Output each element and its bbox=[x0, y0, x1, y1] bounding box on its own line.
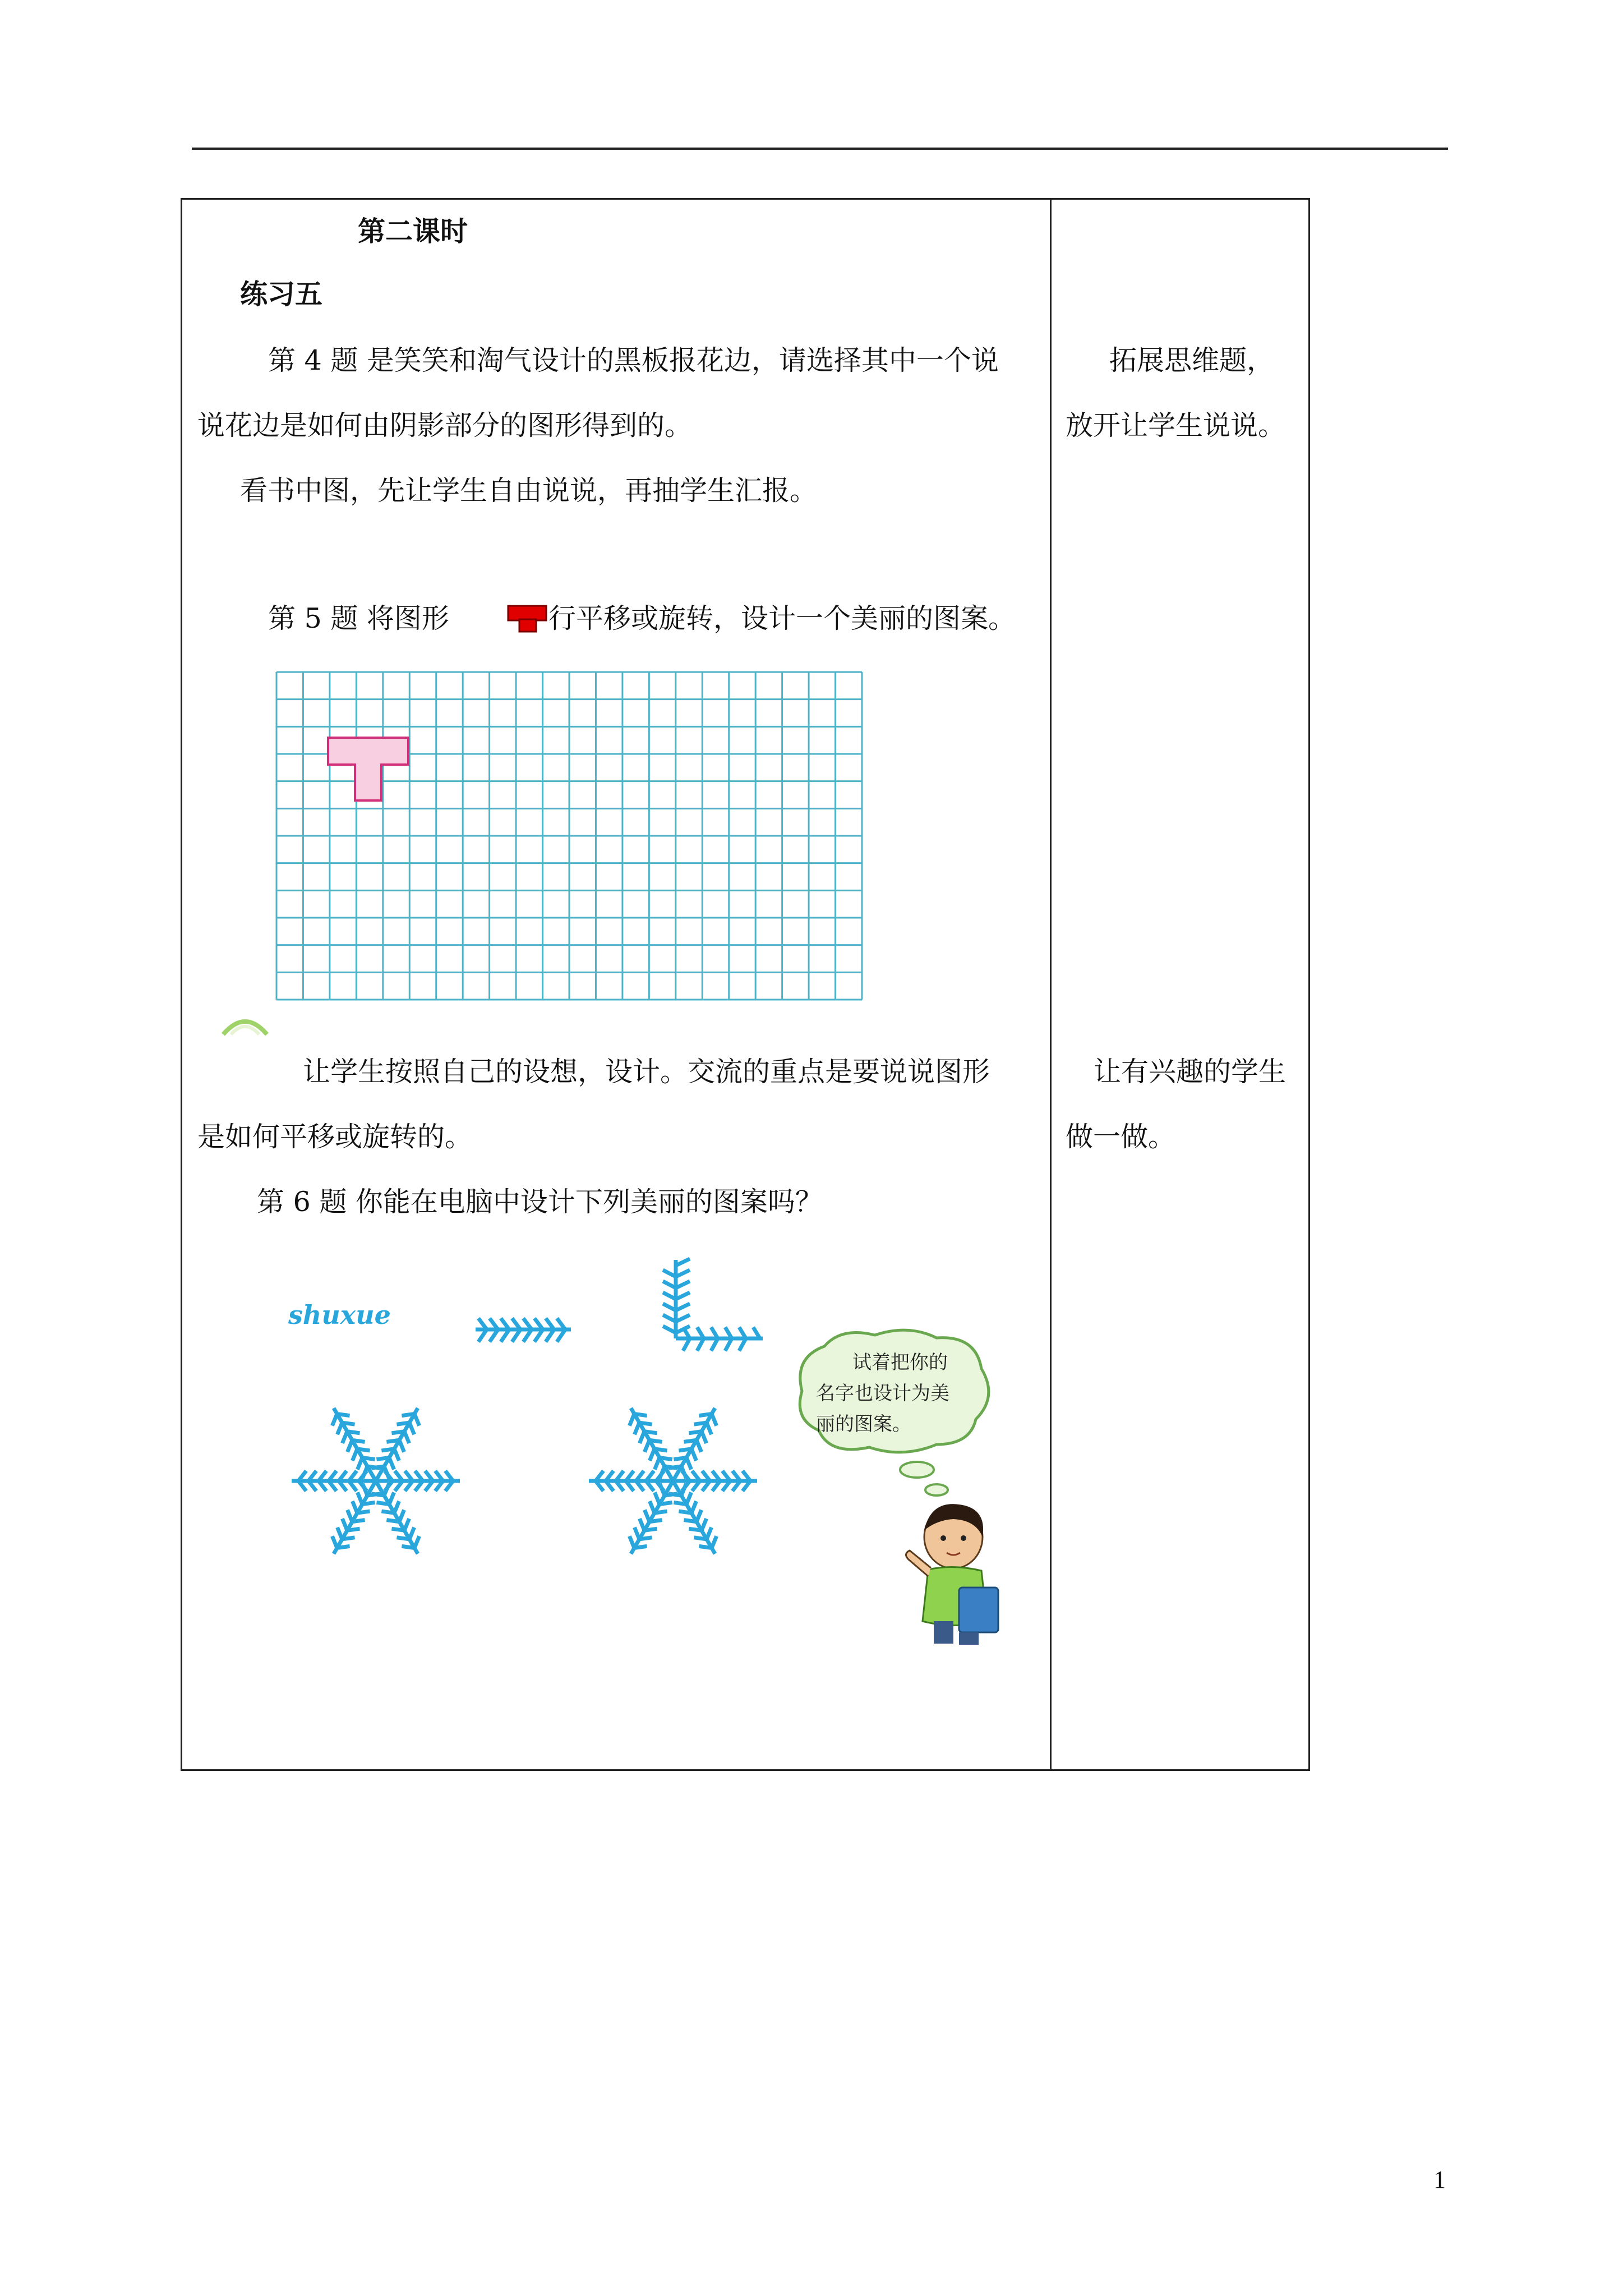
lesson-title: 第二课时 bbox=[358, 215, 468, 247]
q5-prompt-suffix: 行平移或旋转，设计一个美丽的图案。 bbox=[548, 602, 1016, 634]
square-grid bbox=[275, 670, 864, 1001]
header-rule bbox=[192, 148, 1448, 150]
section-title: 练习五 bbox=[240, 278, 323, 310]
q4-line2: 说花边是如何由阴影部分的图形得到的。 bbox=[197, 409, 693, 441]
bubble-line1: 试着把你的 bbox=[852, 1351, 948, 1374]
q4-line1: 第 4 题 是笑笑和淘气设计的黑板报花边，请选择其中一个说 bbox=[268, 344, 999, 376]
page-number: 1 bbox=[1433, 2166, 1446, 2193]
boy-illustration bbox=[897, 1498, 1009, 1649]
shuxue-mirror-pattern-icon bbox=[470, 1290, 577, 1352]
note1-line2: 放开让学生说说。 bbox=[1066, 409, 1286, 441]
snowflake-pattern-right-icon bbox=[578, 1397, 768, 1576]
svg-text:shuxue: shuxue bbox=[288, 1300, 391, 1330]
snowflake-pattern-left-icon bbox=[280, 1397, 482, 1576]
t-shape-on-grid bbox=[328, 738, 408, 800]
note2-line2: 做一做。 bbox=[1066, 1121, 1176, 1153]
q6-prompt: 第 6 题 你能在电脑中设计下列美丽的图案吗？ bbox=[257, 1186, 823, 1218]
q5-follow-line2: 是如何平移或旋转的。 bbox=[197, 1121, 473, 1153]
note1-line1: 拓展思维题， bbox=[1109, 344, 1275, 376]
shuxue-word-art bbox=[286, 1296, 398, 1335]
t-shape-icon bbox=[507, 604, 547, 634]
q4-line3: 看书中图，先让学生自由说说，再抽学生汇报。 bbox=[240, 475, 818, 507]
arc-icon bbox=[220, 1014, 270, 1037]
bubble-line2: 名字也设计为美 bbox=[816, 1382, 949, 1405]
bubble-line3: 丽的图案。 bbox=[816, 1413, 911, 1435]
shuxue-rotated-pattern-icon bbox=[656, 1249, 768, 1355]
speech-bubble bbox=[791, 1324, 998, 1509]
q5-prompt-prefix: 第 5 题 将图形 bbox=[268, 602, 449, 634]
column-divider bbox=[1050, 200, 1052, 1769]
note2-line1: 让有兴趣的学生 bbox=[1094, 1056, 1287, 1088]
q5-follow-line1: 让学生按照自己的设想，设计。交流的重点是要说说图形 bbox=[303, 1056, 990, 1088]
